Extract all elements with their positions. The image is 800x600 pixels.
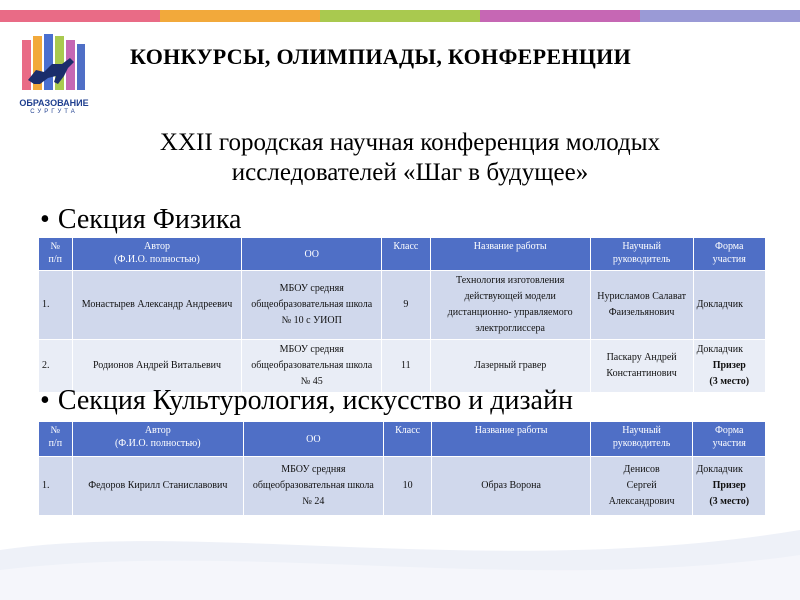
cell-school: МБОУ средняя общеобразовательная школа № 10 с УИОП (242, 271, 381, 339)
top-bar-segment-purple (480, 10, 640, 22)
cell-school: МБОУ средняя общеобразовательная школа № 24 (244, 457, 383, 515)
cell-number: 1. (39, 271, 72, 339)
col-header-school: ОО (244, 422, 383, 456)
bullet-icon: • (40, 204, 50, 235)
col-header-author: Автор (Ф.И.О. полностью) (73, 422, 243, 456)
col-header-advisor: Научный руководитель (591, 238, 693, 270)
table-row (39, 271, 765, 339)
cell-advisor: Паскару Андрей Константинович (591, 340, 693, 392)
award-label: Призер (712, 360, 746, 371)
table-header-row (39, 422, 765, 456)
col-header-form: Форма участия (694, 238, 765, 270)
form-label: Докладчик (696, 464, 743, 475)
cell-advisor: Нурисламов Салават Фаизельянович (591, 271, 693, 339)
col-header-grade: Класс (384, 422, 432, 456)
section-heading-culture (40, 386, 573, 416)
conference-title (40, 128, 780, 188)
advisor-line-1: Денисов (623, 464, 660, 475)
section-heading-text: Секция Культурология, искусство и дизайн (57, 385, 573, 416)
top-bar-segment-pink (0, 10, 160, 22)
cell-advisor (591, 457, 693, 515)
cell-form: Докладчик (694, 271, 765, 339)
cell-work: Образ Ворона (432, 457, 589, 515)
place-label: (3 место) (709, 496, 750, 507)
col-header-number: № п/п (39, 238, 72, 270)
form-label: Докладчик (696, 344, 743, 355)
advisor-line-3: Александрович (608, 496, 675, 507)
section-heading-text: Секция Физика (57, 204, 242, 235)
conference-title-line-2: исследователей «Шаг в будущее» (231, 159, 589, 186)
cell-form (693, 457, 765, 515)
physics-table (38, 237, 766, 393)
table-row (39, 457, 765, 515)
col-header-work: Название работы (432, 422, 589, 456)
culture-table (38, 421, 766, 516)
logo-text: ОБРАЗОВАНИЕ (19, 98, 89, 108)
section-heading-physics (40, 205, 241, 235)
place-label: (3 место) (709, 376, 750, 387)
top-color-bar (0, 10, 800, 22)
slide-title: КОНКУРСЫ, ОЛИМПИАДЫ, КОНФЕРЕНЦИИ (130, 44, 631, 69)
col-header-advisor: Научный руководитель (591, 422, 693, 456)
cell-work: Технология изготовления действующей модели дистанционно- управляемого электроглиссера (431, 271, 590, 339)
top-bar-segment-orange (160, 10, 320, 22)
cell-school: МБОУ средняя общеобразовательная школа № 45 (242, 340, 381, 392)
bullet-icon: • (40, 385, 50, 416)
cell-form (694, 340, 765, 392)
logo-subtext: СУРГУТА (30, 109, 78, 115)
cell-grade: 11 (382, 340, 430, 392)
award-label: Призер (712, 480, 746, 491)
advisor-line-2: Сергей (626, 480, 657, 491)
decorative-swoosh (0, 510, 800, 600)
cell-author: Федоров Кирилл Станиславович (73, 457, 243, 515)
cell-work: Лазерный гравер (431, 340, 590, 392)
col-header-author: Автор (Ф.И.О. полностью) (73, 238, 242, 270)
top-bar-segment-green (320, 10, 480, 22)
col-header-form: Форма участия (693, 422, 765, 456)
cell-number: 2. (39, 340, 72, 392)
conference-title-line-1: XXII городская научная конференция молодых (159, 129, 661, 156)
col-header-grade: Класс (382, 238, 430, 270)
col-header-school: ОО (242, 238, 381, 270)
cell-author: Монастырев Александр Андреевич (73, 271, 242, 339)
col-header-number: № п/п (39, 422, 72, 456)
cell-author: Родионов Андрей Витальевич (73, 340, 242, 392)
table-header-row (39, 238, 765, 270)
cell-number: 1. (39, 457, 72, 515)
top-bar-segment-lavender (640, 10, 800, 22)
col-header-work: Название работы (431, 238, 590, 270)
cell-grade: 9 (382, 271, 430, 339)
cell-grade: 10 (384, 457, 432, 515)
